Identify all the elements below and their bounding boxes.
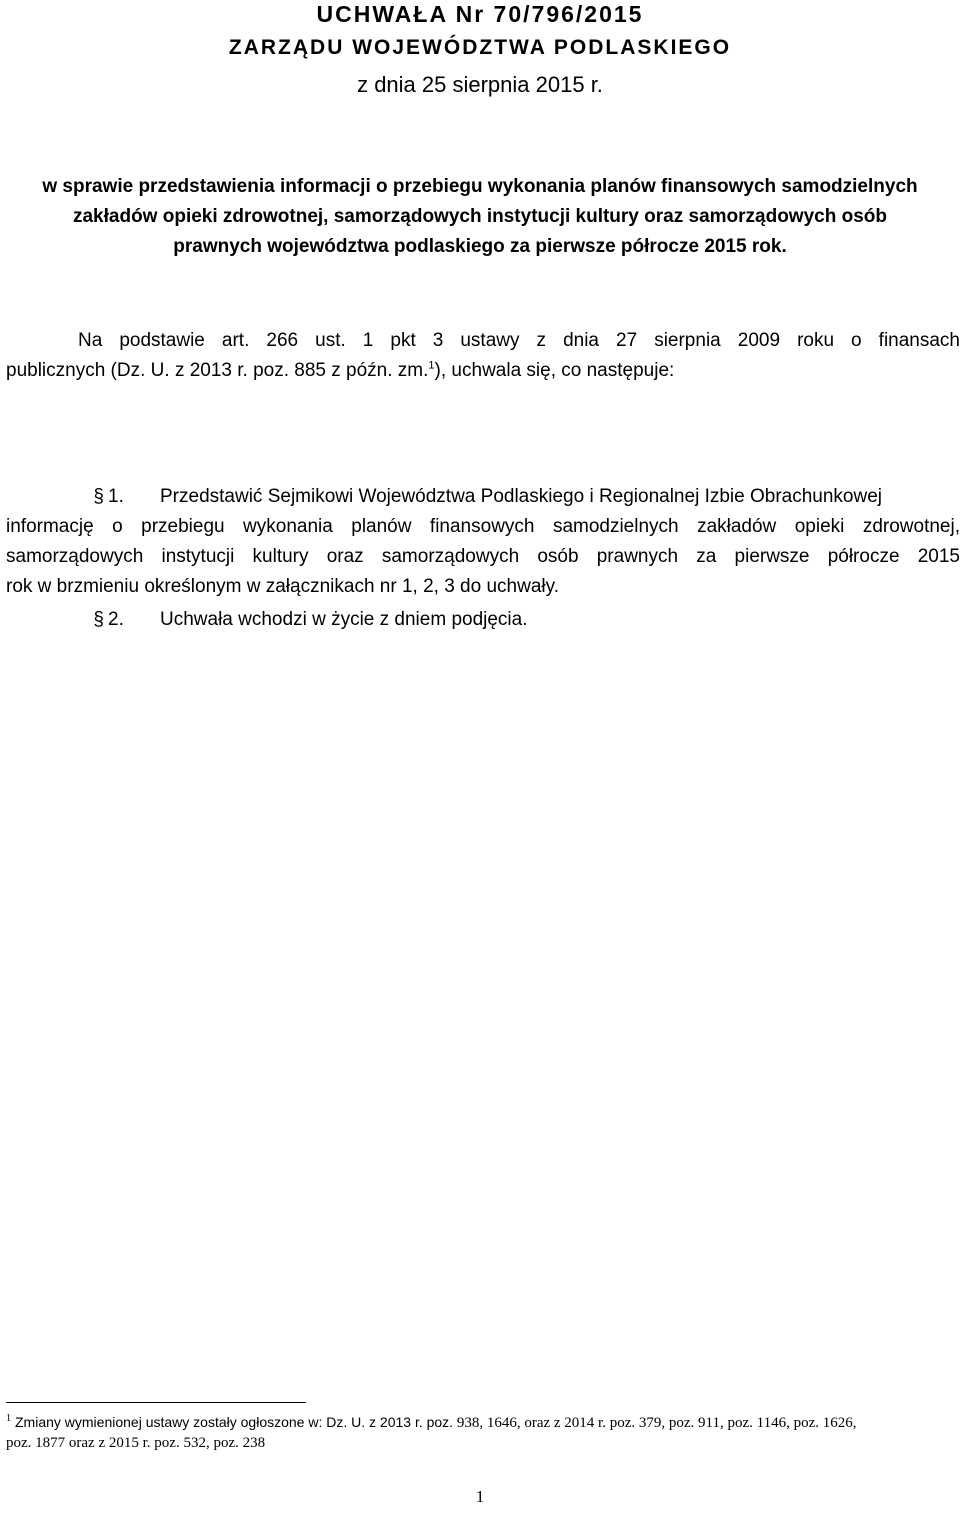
section-1 (6, 482, 960, 602)
footnote-mark: 1 (6, 1413, 11, 1424)
legal-basis-line: Na podstawie art. 266 ust. 1 pkt 3 ustawy z dnia 27 sierpnia 2009 roku o finansach (78, 330, 960, 351)
section-number: 1. (108, 486, 124, 507)
section-text-line: informację o przebiegu wykonania planów finansowych samodzielnych zakładów opieki zdrowotnej, (6, 516, 960, 537)
section-sign: § (93, 609, 104, 630)
section-heading-line (6, 482, 960, 512)
footnote-separator (6, 1402, 306, 1403)
section-text: Przedstawić Sejmikowi Województwa Podlaskiego i Regionalnej Izbie Obrachunkowej (160, 486, 882, 507)
legal-basis-line: publicznych (Dz. U. z 2013 r. poz. 885 z późn. zm.$^1$), uchwala się, co następuje: (6, 359, 675, 381)
resolution-title: UCHWAŁA Nr 70/796/2015 (316, 1, 644, 27)
legal-basis (6, 326, 960, 386)
section-2 (6, 605, 960, 635)
resolution-date: z dnia 25 sierpnia 2015 r. (357, 72, 603, 97)
footnote-line: poz. 1877 oraz z 2015 r. poz. 532, poz. 238 (6, 1435, 266, 1451)
section-number: 2. (108, 609, 124, 630)
page-number: 1 (475, 1487, 485, 1506)
footnote-line: $^1$ Zmiany wymienionej ustawy zostały ogłoszone w: Dz. U. z 2013 r. poz. 938, 1646, oraz z 2014 r. poz. 379, poz. 911, poz. 1146, poz. 1626, (6, 1413, 857, 1431)
section-text-line: rok w brzmieniu określonym w załącznikach nr 1, 2, 3 do uchwały. (6, 576, 559, 597)
resolution-subject (20, 172, 940, 262)
section-sign: § (93, 486, 104, 507)
subject-line: prawnych województwa podlaskiego za pierwsze półrocze 2015 rok. (173, 236, 787, 257)
subject-line: w sprawie przedstawienia informacji o przebiegu wykonania planów finansowych samodzielnych (42, 176, 918, 197)
footnote (6, 1412, 956, 1453)
subject-line: zakładów opieki zdrowotnej, samorządowych instytucji kultury oraz samorządowych osób (72, 206, 887, 227)
issuing-authority: ZARZĄDU WOJEWÓDZTWA PODLASKIEGO (228, 36, 732, 59)
section-text-line: samorządowych instytucji kultury oraz samorządowych osób prawnych za pierwsze półrocze 2015 (6, 546, 960, 567)
section-heading-line (6, 605, 960, 635)
footnote-reference[interactable]: 1 (428, 359, 435, 372)
section-text: Uchwała wchodzi w życie z dniem podjęcia. (160, 609, 528, 630)
